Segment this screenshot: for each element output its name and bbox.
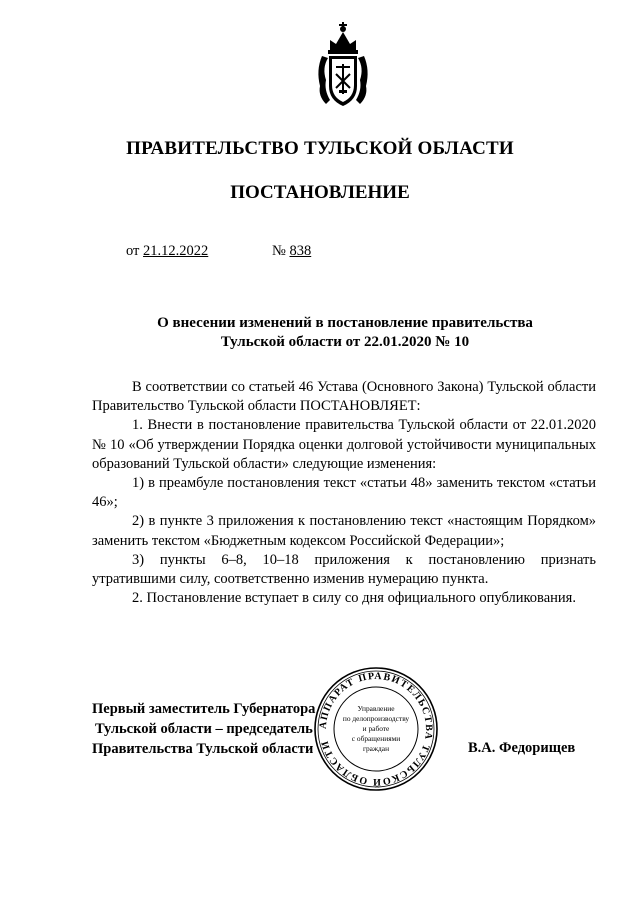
number-prefix: № [272, 243, 290, 259]
subject-line-1: О внесении изменений в постановление правительства [157, 315, 533, 331]
coat-of-arms-icon [312, 20, 374, 110]
body-paragraph-item-2: 2. Постановление вступает в силу со дня официального опубликования. [132, 590, 576, 607]
position-line-2: Тульской области – председатель [95, 721, 313, 737]
government-title: ПРАВИТЕЛЬСТВО ТУЛЬСКОЙ ОБЛАСТИ [126, 138, 514, 159]
stamp-line-4: с обращениями [351, 734, 401, 743]
date-value: 21.12.2022 [143, 243, 209, 259]
body-paragraph-subitem-2: 2) в пункте 3 приложения к постановлению текст «настоящим Порядком» заменить текстом «Бюджетным кодексом Российской Федерации»; [92, 513, 596, 549]
position-line-3: Правительства Тульской области [92, 741, 314, 757]
subject-line-2: Тульской области от 22.01.2020 № 10 [220, 334, 470, 350]
stamp-line-2: по делопроизводству [342, 714, 410, 723]
signatory-name: В.А. Федорищев [468, 740, 576, 756]
body-paragraph-preamble: В соответствии со статьей 46 Устава (Основного Закона) Тульской области Правительство Тульской области ПОСТАНОВЛЯЕТ: [92, 379, 596, 415]
stamp-ring-text: АППАРАТ ПРАВИТЕЛЬСТВА ТУЛЬСКОЙ ОБЛАСТИ [317, 670, 435, 788]
body-paragraph-item-1: 1. Внести в постановление правительства Тульской области от 22.01.2020 № 10 «Об утверждении Порядка оценки долговой устойчивости муниципальных образований Тульской области» следующие изменения: [92, 417, 596, 472]
body-paragraph-subitem-3: 3) пункты 6–8, 10–18 приложения к постановлению признать утратившими силу, соответственно изменив нумерацию пункта. [92, 551, 596, 588]
document-type: ПОСТАНОВЛЕНИЕ [230, 182, 410, 203]
signatory-position [92, 699, 315, 759]
stamp-line-5: граждан [362, 744, 390, 753]
document-date [126, 243, 208, 260]
document-subject [60, 314, 630, 352]
number-value: 838 [289, 243, 312, 259]
stamp-line-3: и работе [362, 724, 390, 733]
document-number [272, 243, 311, 260]
document-body [92, 378, 596, 608]
official-stamp [312, 665, 440, 793]
body-paragraph-subitem-1: 1) в преамбуле постановления текст «статьи 48» заменить текстом «статьи 46»; [92, 475, 596, 511]
stamp-line-1: Управление [357, 704, 395, 713]
date-prefix: от [126, 243, 144, 259]
position-line-1: Первый заместитель Губернатора [92, 701, 316, 717]
